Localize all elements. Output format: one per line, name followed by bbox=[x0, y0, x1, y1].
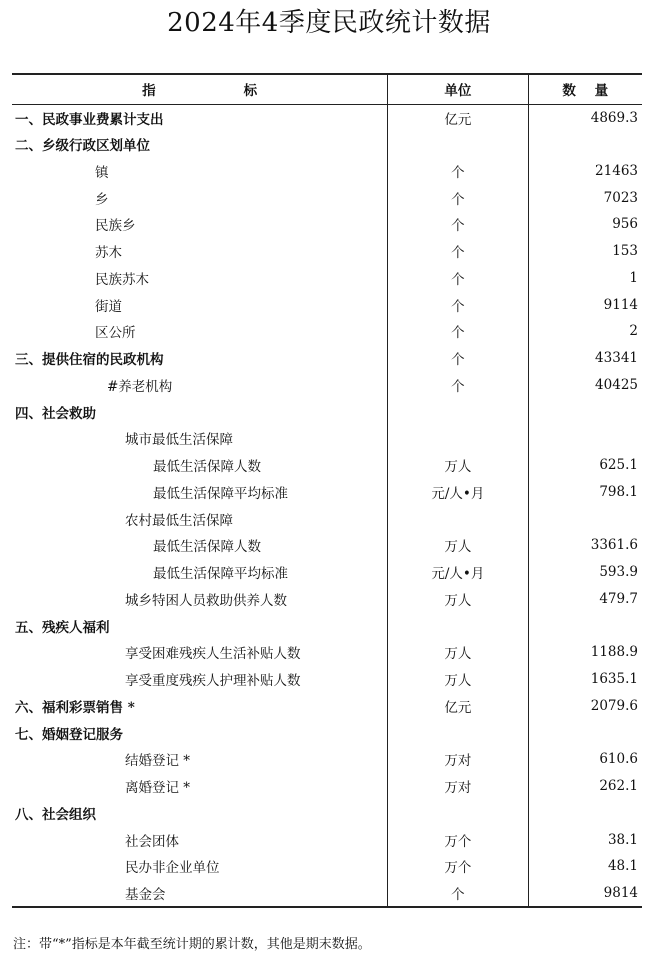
row-unit bbox=[388, 612, 528, 639]
row-indicator: 三、提供住宿的民政机构 bbox=[15, 352, 164, 369]
table-row bbox=[12, 211, 642, 238]
table-row bbox=[12, 666, 642, 693]
table-row bbox=[12, 318, 642, 345]
row-indicator: 镇 bbox=[95, 164, 109, 181]
row-unit: 万对 bbox=[388, 746, 528, 773]
row-indicator: 离婚登记 * bbox=[125, 780, 191, 797]
row-indicator: 社会团体 bbox=[125, 833, 179, 850]
header-unit: 单位 bbox=[388, 74, 528, 104]
row-indicator: 八、社会组织 bbox=[15, 806, 96, 823]
row-value: 43341 bbox=[595, 350, 638, 367]
row-value: 1635.1 bbox=[590, 671, 638, 688]
row-value: 7023 bbox=[603, 189, 638, 206]
row-indicator: 五、残疾人福利 bbox=[15, 619, 110, 636]
table-row bbox=[12, 773, 642, 800]
row-value: 1188.9 bbox=[590, 644, 638, 661]
table-row bbox=[12, 452, 642, 479]
row-unit bbox=[388, 800, 528, 827]
row-unit: 元/人•月 bbox=[388, 479, 528, 506]
row-value: 38.1 bbox=[607, 831, 638, 848]
table-row bbox=[12, 238, 642, 265]
row-value: 262.1 bbox=[599, 778, 638, 795]
header-indicator-char-a: 指 bbox=[142, 83, 156, 100]
table-row bbox=[12, 532, 642, 559]
row-value bbox=[528, 719, 642, 746]
table-row bbox=[12, 265, 642, 292]
row-indicator: 民族苏木 bbox=[95, 271, 149, 288]
row-unit: 万人 bbox=[388, 639, 528, 666]
header-indicator bbox=[12, 74, 388, 104]
table-row bbox=[12, 612, 642, 639]
row-value: 21463 bbox=[595, 162, 638, 179]
row-unit: 亿元 bbox=[388, 693, 528, 720]
row-value bbox=[528, 425, 642, 452]
statistics-table bbox=[12, 73, 642, 908]
row-unit: 万个 bbox=[388, 826, 528, 853]
row-value: 2 bbox=[629, 323, 638, 340]
row-unit: 万对 bbox=[388, 773, 528, 800]
table-row bbox=[12, 425, 642, 452]
table-body bbox=[12, 104, 642, 907]
row-indicator: 区公所 bbox=[95, 325, 136, 342]
table-row bbox=[12, 479, 642, 506]
row-value: 1 bbox=[629, 269, 638, 286]
row-value: 9814 bbox=[528, 880, 642, 907]
row-indicator: 民办非企业单位 bbox=[125, 860, 220, 877]
row-value bbox=[528, 398, 642, 425]
table-row bbox=[12, 853, 642, 880]
row-value: 610.6 bbox=[599, 751, 638, 768]
row-unit: 个 bbox=[388, 291, 528, 318]
row-unit: 个 bbox=[388, 158, 528, 185]
header-indicator-char-b: 标 bbox=[243, 83, 258, 100]
row-indicator: 二、乡级行政区划单位 bbox=[15, 138, 150, 155]
row-value bbox=[528, 131, 642, 158]
table-row bbox=[12, 184, 642, 211]
row-unit: 个 bbox=[388, 265, 528, 292]
row-indicator: 最低生活保障平均标准 bbox=[153, 485, 288, 502]
row-unit bbox=[388, 398, 528, 425]
table-row bbox=[12, 800, 642, 827]
header-value: 数 量 bbox=[528, 74, 642, 104]
row-indicator: 四、社会救助 bbox=[15, 405, 96, 422]
table-header-row bbox=[12, 74, 642, 104]
table-row bbox=[12, 586, 642, 613]
table-row bbox=[12, 345, 642, 372]
row-indicator: 农村最低生活保障 bbox=[125, 512, 233, 529]
row-value bbox=[528, 800, 642, 827]
table-row bbox=[12, 291, 642, 318]
row-indicator: 七、婚姻登记服务 bbox=[15, 726, 123, 743]
row-indicator: 最低生活保障人数 bbox=[153, 459, 261, 476]
row-value: 798.1 bbox=[599, 483, 638, 500]
table-row bbox=[12, 693, 642, 720]
table-row bbox=[12, 880, 642, 907]
row-unit: 亿元 bbox=[388, 104, 528, 131]
row-unit bbox=[388, 425, 528, 452]
table-row bbox=[12, 372, 642, 399]
row-value: 9114 bbox=[603, 296, 638, 313]
row-unit: 个 bbox=[388, 211, 528, 238]
row-unit bbox=[388, 719, 528, 746]
table-row bbox=[12, 131, 642, 158]
row-value bbox=[528, 505, 642, 532]
row-unit bbox=[388, 131, 528, 158]
row-indicator: 结婚登记 * bbox=[125, 753, 191, 770]
footnote: 注：带“*”指标是本年截至统计期的累计数，其他是期末数据。 bbox=[13, 937, 371, 952]
row-unit: 万人 bbox=[388, 452, 528, 479]
row-indicator: 街道 bbox=[95, 298, 122, 315]
row-value: 3361.6 bbox=[590, 537, 638, 554]
row-unit: 个 bbox=[388, 184, 528, 211]
row-value: 479.7 bbox=[599, 590, 638, 607]
table-row bbox=[12, 746, 642, 773]
row-value: 625.1 bbox=[599, 457, 638, 474]
row-value: 2079.6 bbox=[590, 697, 638, 714]
row-indicator: 基金会 bbox=[12, 880, 388, 907]
row-value: 48.1 bbox=[607, 858, 638, 875]
row-indicator: 最低生活保障人数 bbox=[153, 539, 261, 556]
row-value: 153 bbox=[612, 243, 638, 260]
row-indicator: 城市最低生活保障 bbox=[125, 432, 233, 449]
row-value: 40425 bbox=[595, 376, 638, 393]
table-row bbox=[12, 158, 642, 185]
table-row bbox=[12, 559, 642, 586]
row-indicator: #养老机构 bbox=[107, 378, 173, 395]
row-unit: 个 bbox=[388, 345, 528, 372]
row-value: 4869.3 bbox=[590, 109, 638, 126]
table-row bbox=[12, 639, 642, 666]
row-indicator: 民族乡 bbox=[95, 218, 136, 235]
row-unit: 万个 bbox=[388, 853, 528, 880]
table-row bbox=[12, 398, 642, 425]
row-indicator: 一、民政事业费累计支出 bbox=[15, 111, 164, 128]
row-unit: 万人 bbox=[388, 586, 528, 613]
row-indicator: 最低生活保障平均标准 bbox=[153, 566, 288, 583]
row-value: 593.9 bbox=[599, 564, 638, 581]
page-title: 2024年4季度民政统计数据 bbox=[167, 8, 491, 38]
row-indicator: 乡 bbox=[95, 191, 109, 208]
row-unit: 个 bbox=[388, 372, 528, 399]
row-indicator: 享受困难残疾人生活补贴人数 bbox=[125, 646, 301, 663]
table-row bbox=[12, 826, 642, 853]
row-indicator: 享受重度残疾人护理补贴人数 bbox=[125, 673, 301, 690]
row-value: 956 bbox=[612, 216, 638, 233]
table-row bbox=[12, 719, 642, 746]
row-value bbox=[528, 612, 642, 639]
row-unit: 个 bbox=[388, 318, 528, 345]
row-indicator: 城乡特困人员救助供养人数 bbox=[125, 592, 287, 609]
table-row bbox=[12, 104, 642, 131]
row-indicator: 六、福利彩票销售 * bbox=[15, 699, 135, 716]
row-unit: 个 bbox=[388, 880, 528, 907]
row-indicator: 苏木 bbox=[95, 245, 122, 262]
table-row bbox=[12, 505, 642, 532]
row-unit: 个 bbox=[388, 238, 528, 265]
row-unit: 万人 bbox=[388, 532, 528, 559]
row-unit: 元/人•月 bbox=[388, 559, 528, 586]
row-unit bbox=[388, 505, 528, 532]
row-unit: 万人 bbox=[388, 666, 528, 693]
